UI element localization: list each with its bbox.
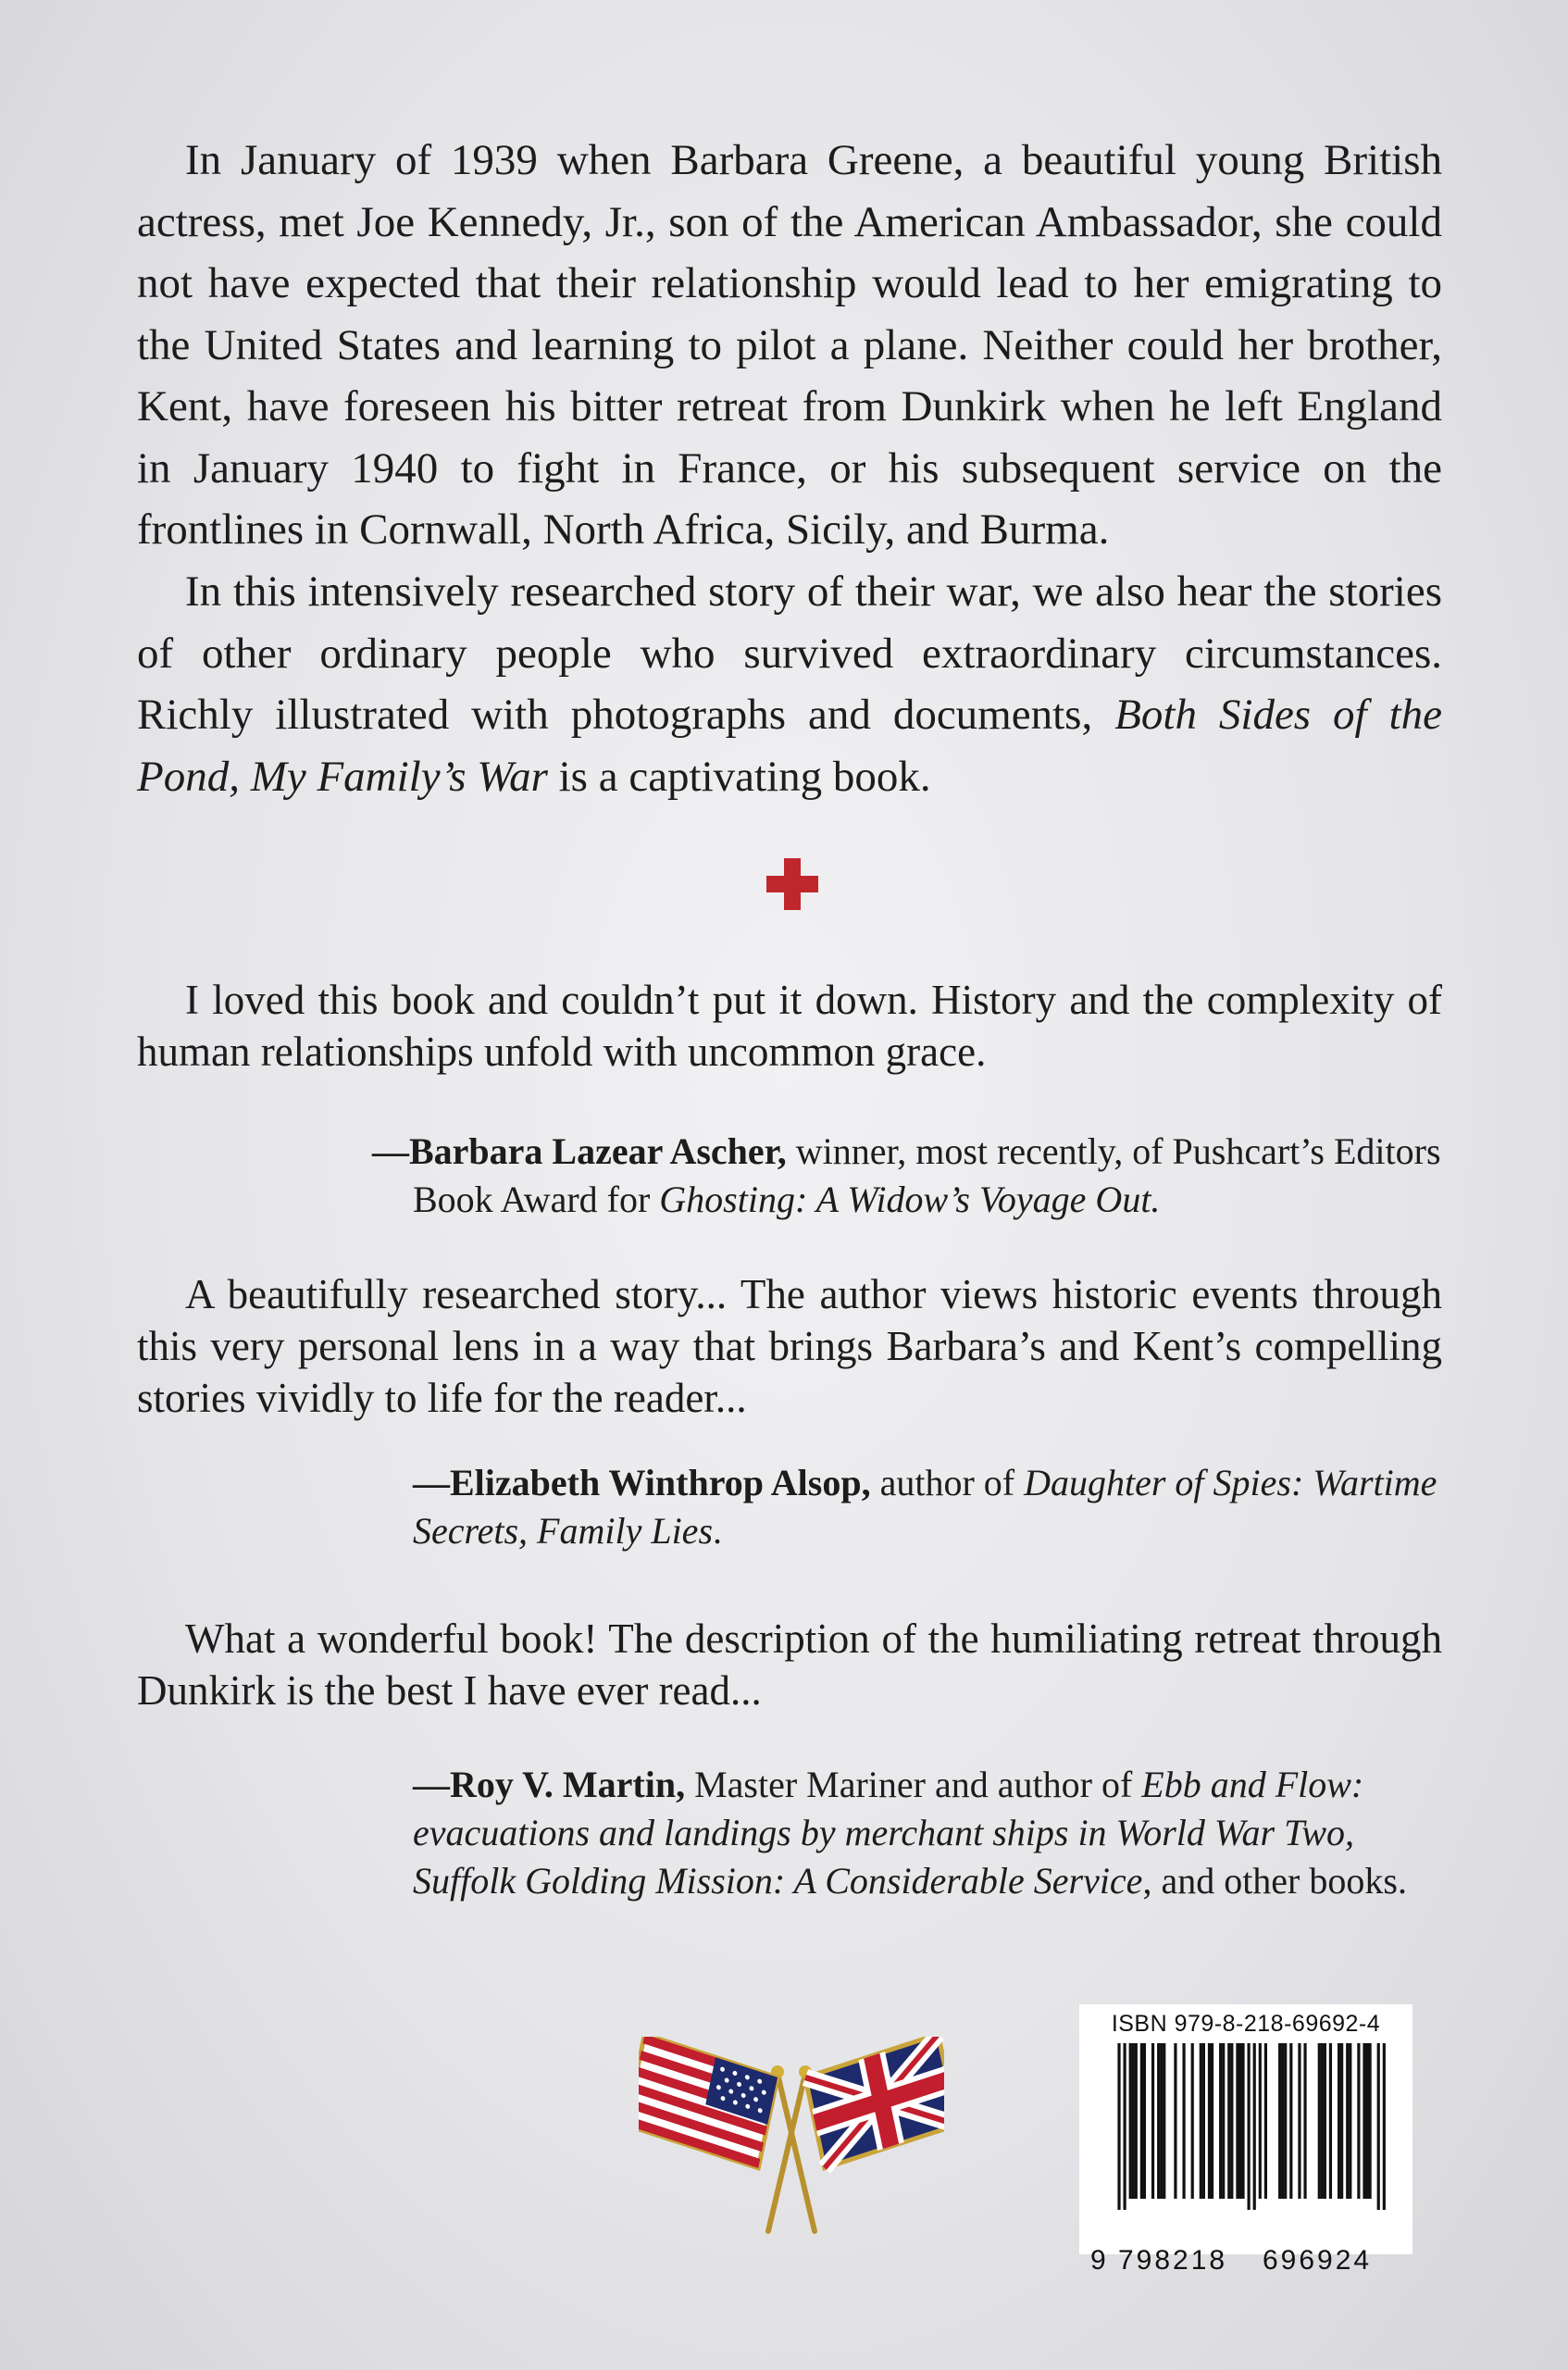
barcode-bar [1191,2043,1194,2199]
blurb-paragraph-2 [137,561,1442,807]
barcode-bar [1132,2043,1135,2199]
barcode-bar [1248,2043,1251,2210]
reviewer-credit-3: Master Mariner and author of [685,1764,1142,1805]
barcode-bar [1124,2043,1126,2210]
reviewer-name-2: —Elizabeth Winthrop Alsop, [413,1462,871,1503]
barcode-bar [1140,2043,1143,2199]
reviewer-credit-2: author of [870,1462,1025,1503]
reviewer-tail-3: , and other books. [1142,1860,1407,1902]
barcode-bar [1222,2043,1225,2199]
review-attribution-1 [372,1128,1442,1224]
barcode-bar [1253,2043,1256,2210]
barcode-bar [1377,2043,1380,2210]
blurb-p2-end: is a captivating book. [547,752,931,801]
barcode-bar [1318,2043,1321,2199]
barcode-bar [1211,2043,1213,2199]
barcode-bar [1163,2043,1165,2199]
reviewer-work-2: Daughter of Spies: Wartime Secrets, Family Lies [413,1462,1437,1552]
barcode-bar [1363,2043,1365,2199]
reviewer-tail-2: . [713,1510,723,1552]
barcode-bar [1298,2043,1300,2199]
barcode-bar [1349,2043,1351,2199]
barcode-bar [1284,2043,1287,2199]
barcode-bars [1092,2043,1400,2210]
blurb-paragraph-1: In January of 1939 when Barbara Greene, a beautiful young British actress, met Joe Kennedy, Jr., son of the American Ambassador, she could not have expected that their relationship would lead to her emigrating to the United States and learning to pilot a plane. Neither could her brother, Kent, have foreseen his bitter retreat from Dunkirk when he left England in January 1940 to fight in France, or his subsequent service on the frontlines in Cornwall, North Africa, Sicily, and Burma. [137,136,1442,554]
barcode-digits-left: 798218 [1118,2245,1228,2276]
barcode-bar [1369,2043,1372,2199]
barcode-bar [1338,2043,1340,2199]
isbn-label: ISBN 979-8-218-69692-4 [1111,2011,1381,2037]
barcode-digit-first: 9 [1090,2245,1107,2276]
barcode-bar [1160,2043,1163,2199]
barcode-bar [1200,2043,1202,2199]
blurb-p2-start: In this intensively researched story of their war, we also hear the stories of other ordinary people who survived extraordinary circumstances. Richly illustrated with photographs and documents, [137,568,1442,739]
barcode-bar [1321,2043,1324,2199]
crossed-us-uk-flags-pin-icon [639,2037,944,2250]
review-attribution-2 [413,1459,1442,1555]
barcode-bar [1259,2043,1262,2199]
barcode-bar [1135,2043,1138,2199]
review-quote-1: I loved this book and couldn’t put it down. History and the complexity of human relationships unfold with uncommon grace. [137,977,1442,1075]
barcode-bar [1346,2043,1349,2199]
barcode-bar [1219,2043,1222,2199]
review-attribution-3 [413,1761,1442,1905]
barcode-bar [1340,2043,1343,2199]
reviewer-name-1: —Barbara Lazear Ascher, [372,1130,787,1172]
reviewer-work-1: Ghosting: A Widow’s Voyage Out. [659,1179,1161,1220]
isbn-barcode [1079,2004,1412,2276]
barcode-bar [1117,2043,1120,2210]
barcode-bar [1383,2043,1386,2210]
barcode-bar [1329,2043,1332,2199]
review-quote-3: What a wonderful book! The description of the humiliating retreat through Dunkirk is the best I have ever read... [137,1615,1442,1714]
barcode-bar [1289,2043,1292,2199]
book-title: Both Sides of the Pond, My Family’s War [137,691,1442,801]
reviewer-credit-1: winner, most recently, of Pushcart’s Editors Book Award for [413,1130,1441,1220]
barcode-bar [1129,2043,1132,2199]
barcode-bar [1264,2043,1267,2199]
review-quote-2: A beautifully researched story... The author views historic events through this very personal lens in a way that brings Barbara’s and Kent’s compelling stories vividly to life for the reader... [137,1271,1442,1421]
barcode-bar [1174,2043,1176,2199]
barcode-bar [1303,2043,1306,2199]
barcode-bar [1202,2043,1205,2199]
barcode-bar [1227,2043,1230,2199]
barcode-bar [1230,2043,1233,2199]
barcode-bar [1238,2043,1241,2199]
barcode-bar [1157,2043,1160,2199]
barcode-bar [1281,2043,1284,2199]
red-cross-icon [765,856,820,912]
barcode-bar [1143,2043,1146,2199]
barcode-digits-right: 696924 [1263,2245,1373,2276]
barcode-bar [1208,2043,1211,2199]
barcode-bar [1365,2043,1368,2199]
barcode-bar [1357,2043,1360,2199]
barcode-bar [1182,2043,1185,2199]
barcode-bar [1151,2043,1154,2199]
barcode-bar [1241,2043,1244,2199]
barcode-bar [1324,2043,1326,2199]
reviewer-name-3: —Roy V. Martin, [413,1764,686,1805]
reviewer-work-3: Ebb and Flow: evacuations and landings by merchant ships in World War Two, Suffolk Golding Mission: A Considerable Service [413,1764,1364,1902]
barcode-bar [1236,2043,1238,2199]
barcode-bar [1278,2043,1281,2199]
